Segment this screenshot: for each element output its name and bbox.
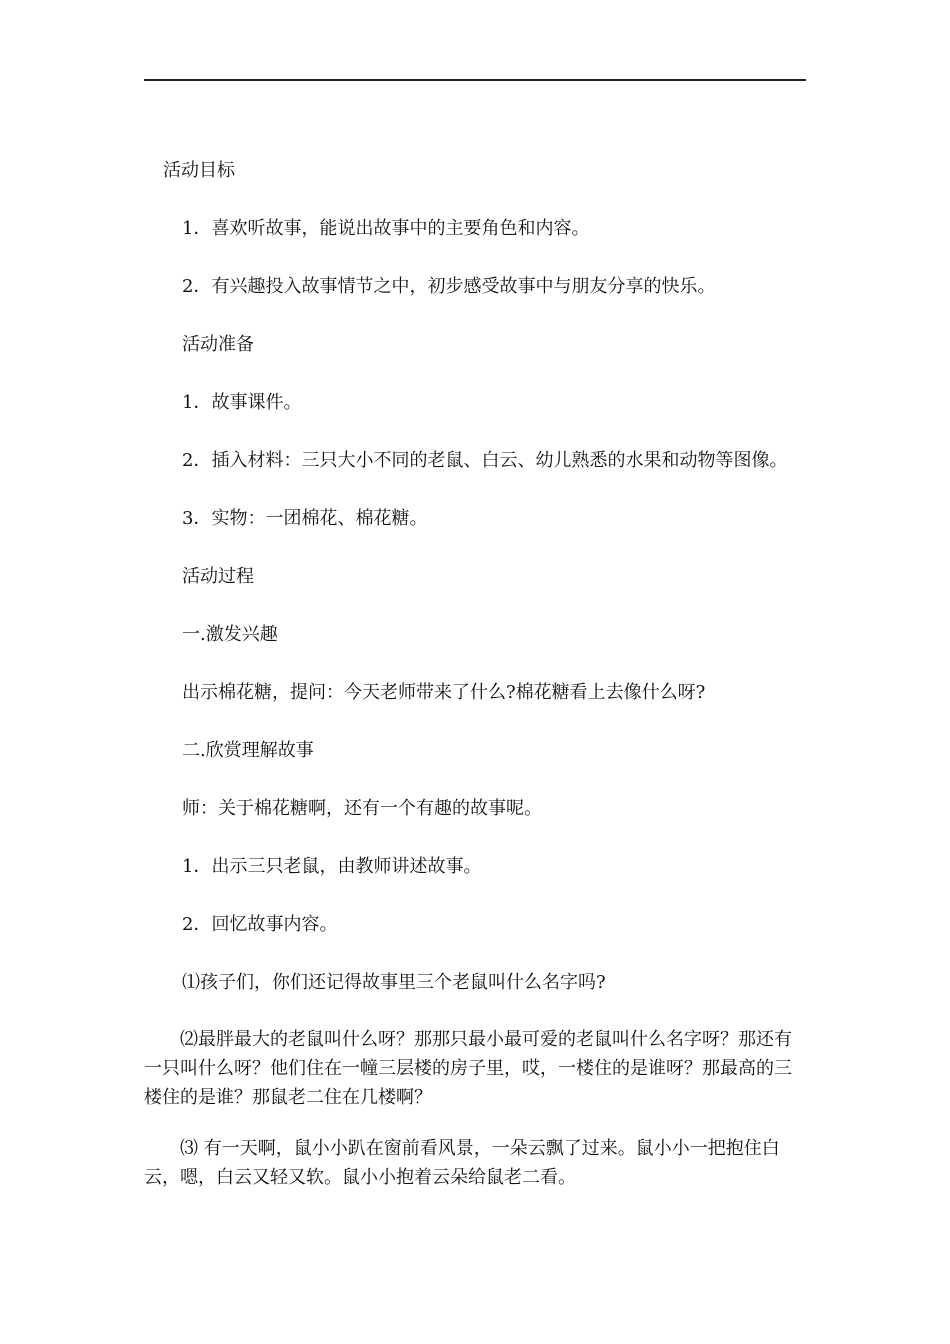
- question-3: ⑶ 有一天啊，鼠小小趴在窗前看风景，一朵云飘了过来。鼠小小一把抱住白云，嗯，白云又轻又软。鼠小小抱着云朵给鼠老二看。: [144, 1138, 780, 1188]
- goal-item-1: 1．喜欢听故事，能说出故事中的主要角色和内容。: [182, 218, 590, 239]
- section-heading-goals: 活动目标: [163, 160, 235, 181]
- sub-item-1: 1．出示三只老鼠，由教师讲述故事。: [182, 856, 482, 877]
- step-2-text: 师：关于棉花糖啊，还有一个有趣的故事呢。: [182, 798, 542, 819]
- prep-item-1: 1．故事课件。: [182, 392, 302, 413]
- step-1-text: 出示棉花糖，提问：今天老师带来了什么?棉花糖看上去像什么呀?: [182, 682, 706, 703]
- goal-item-2: 2．有兴趣投入故事情节之中，初步感受故事中与朋友分享的快乐。: [182, 276, 716, 297]
- prep-item-2: 2．插入材料：三只大小不同的老鼠、白云、幼儿熟悉的水果和动物等图像。: [182, 450, 788, 471]
- question-2: ⑵最胖最大的老鼠叫什么呀？那那只最小最可爱的老鼠叫什么名字呀？那还有一只叫什么呀？他们住在一幢三层楼的房子里，哎，一楼住的是谁呀？那最高的三楼住的是谁？那鼠老二住在几楼啊？: [144, 1029, 792, 1108]
- prep-item-3: 3．实物：一团棉花、棉花糖。: [182, 508, 428, 529]
- step-1-title: 一.激发兴趣: [182, 624, 278, 645]
- step-2-title: 二.欣赏理解故事: [182, 740, 314, 761]
- section-heading-prep: 活动准备: [182, 334, 254, 355]
- section-heading-process: 活动过程: [182, 566, 254, 587]
- question-1: ⑴孩子们，你们还记得故事里三个老鼠叫什么名字吗?: [182, 972, 606, 993]
- sub-item-2: 2．回忆故事内容。: [182, 914, 338, 935]
- header-rule: [144, 79, 806, 81]
